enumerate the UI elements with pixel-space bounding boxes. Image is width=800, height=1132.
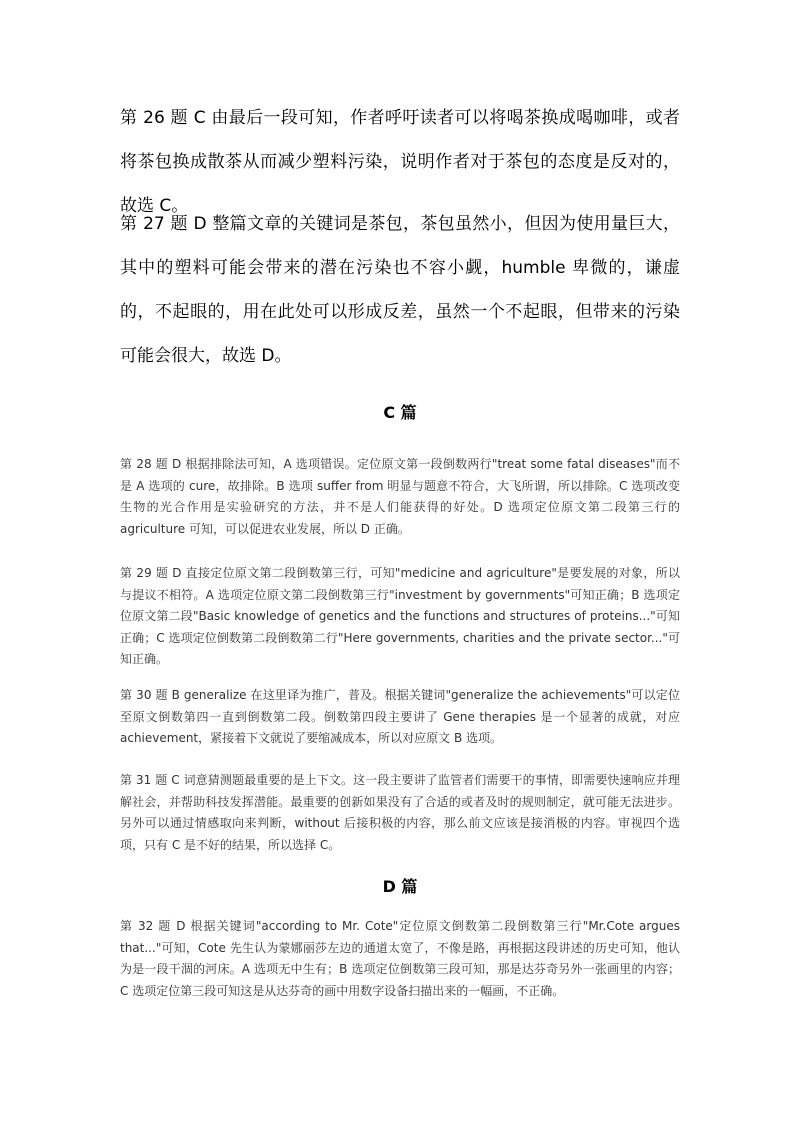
answer-31-paragraph: 第 31 题 C 词意猜测题最重要的是上下文。这一段主要讲了监管者们需要干的事情，即需要快速响应并理解社会，并帮助科技发挥潜能。最重要的创新如果没有了合适的或者及时的规则制定，就可能无法进步。另外可以通过情感取向来判断，without 后接积极的内容，那么前文应该是接消极的内容。审视四个选项，只有 C 是不好的结果，所以选择 C。 (120, 773, 680, 852)
answer-29-paragraph: 第 29 题 D 直接定位原文第二段倒数第三行，可知"medicine and agriculture"是要发展的对象，所以与提议不相符。A 选项定位原文第二段倒数第三行"investment by governments"可知正确；B 选项定位原文第二段"Basic knowledge of genetics and the functions and structures of proteins..."可知正确；C 选项定位倒数第二段倒数第二行"Here governments, charities and the private sector..."可知正确。 (120, 566, 680, 666)
answer-27-paragraph: 第 27 题 D 整篇文章的关键词是茶包，茶包虽然小，但因为使用量巨大，其中的塑料可能会带来的潜在污染也不容小觑，humble 卑微的，谦虚的，不起眼的，用在此处可以形成反差，虽然一个不起眼，但带来的污染可能会很大，故选 D。 (120, 214, 680, 366)
answer-32-paragraph: 第 32 题 D 根据关键词"according to Mr. Cote"定位原文倒数第二段倒数第三行"Mr.Cote argues that..."可知，Cote 先生认为蒙娜丽莎左边的通道太宽了，不像是路，再根据这段讲述的历史可知，他认为是一段干涸的河床。A 选项无中生有；B 选项定位倒数第三段可知，那是达芬奇另外一张画里的内容；C 选项定位第三段可知这是从达芬奇的画中用数字设备扫描出来的一幅画，不正确。 (120, 919, 680, 998)
answer-26-paragraph: 第 26 题 C 由最后一段可知，作者呼吁读者可以将喝茶换成喝咖啡，或者将茶包换成散茶从而减少塑料污染，说明作者对于茶包的态度是反对的，故选 C。 (120, 108, 680, 216)
answer-30-paragraph: 第 30 题 B generalize 在这里译为推广，普及。根据关键词"generalize the achievements"可以定位至原文倒数第四一直到倒数第二段。倒数第四段主要讲了 Gene therapies 是一个显著的成就，对应achievement，紧接着下文就说了要缩减成本，所以对应原文 B 选项。 (120, 688, 680, 745)
section-d-title: D 篇 (382, 877, 418, 896)
section-c-title: C 篇 (383, 403, 417, 422)
answer-28-paragraph: 第 28 题 D 根据排除法可知，A 选项错误。定位原文第一段倒数两行"treat some fatal diseases"而不是 A 选项的 cure，故排除。B 选项 suffer from 明显与题意不符合，大飞所谓，所以排除。C 选项改变生物的光合作用是实验研究的方法，并不是人们能获得的好处。D 选项定位原文第二段第三行的 agriculture 可知，可以促进农业发展，所以 D 正确。 (120, 457, 680, 536)
